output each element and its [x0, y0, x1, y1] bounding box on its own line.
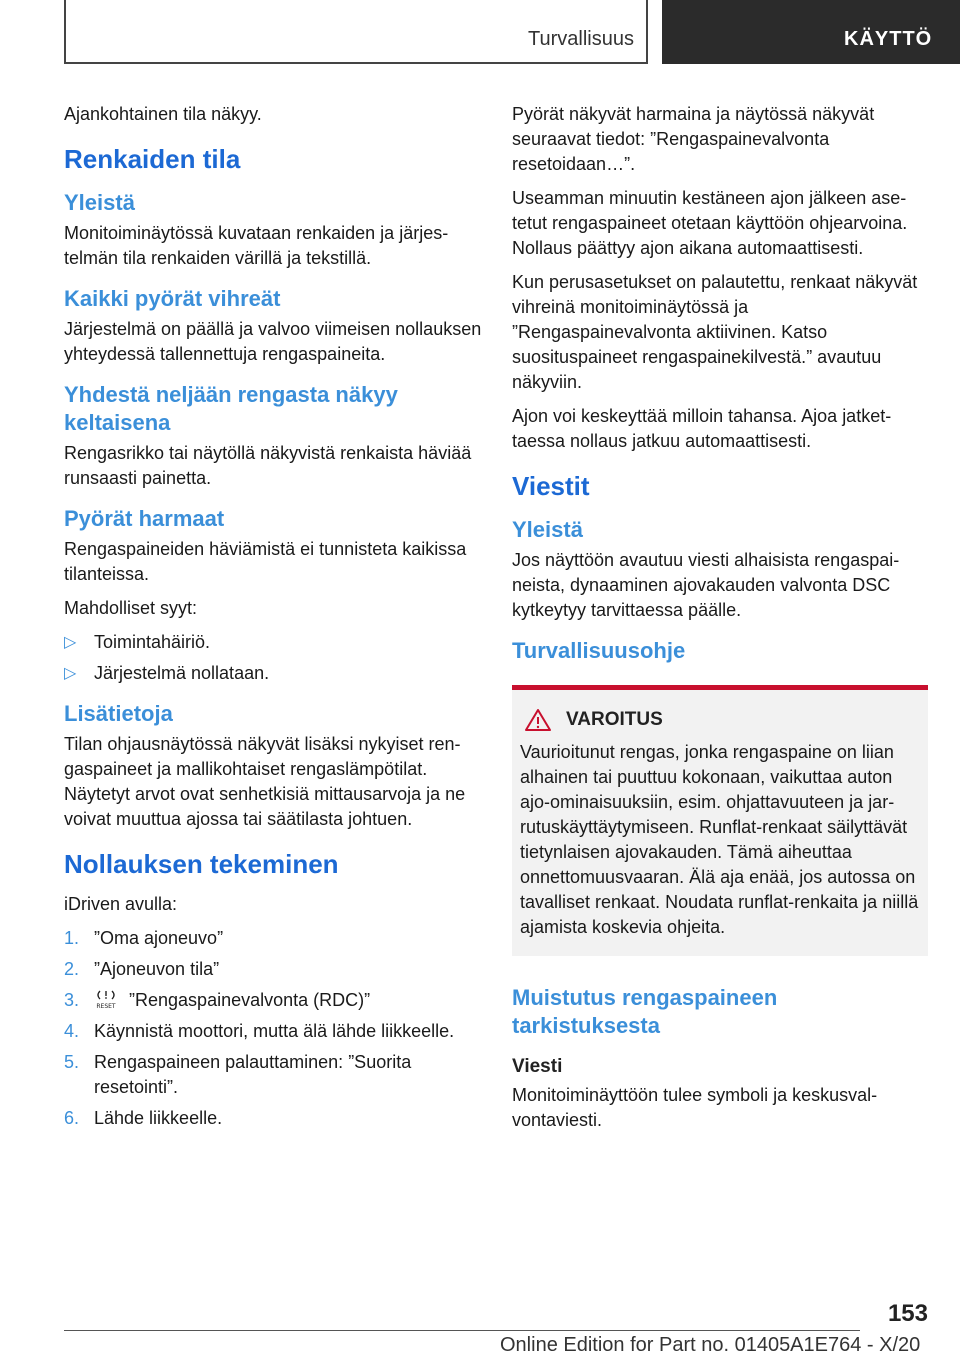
list-item: 2. ”Ajoneuvon tila”	[64, 959, 220, 979]
text-idrive: iDriven avulla:	[64, 894, 178, 914]
heading-lisatietoja: Lisätietoja	[64, 701, 173, 726]
header-section-title: Turvallisuus	[528, 28, 634, 50]
text-pyorat-harmaat: Rengaspaineiden häviämistä ei tunnisteta kaikissa tilanteissa.	[64, 539, 467, 584]
svg-text:RESET: RESET	[96, 1003, 116, 1009]
heading-yleista: Yleistä	[64, 190, 135, 215]
footer-divider	[64, 1330, 860, 1331]
triangle-bullet-icon: ▷	[64, 634, 77, 651]
text-yleista: Monitoiminäytössä kuvataan renkaiden ja järjestelmän tila renkaiden värillä ja tekstillä.	[64, 223, 449, 268]
heading-nollaus: Nollauksen tekeminen	[64, 849, 339, 879]
text-perusasetukset: Kun perusasetukset on palautettu, renkaat näkyvät vihreinä monitoiminäytössä ja ”Rengaspainevalvonta aktiivinen. Katso suosituspaineet rengaspainekilvestä.” avautuu näkyviin.	[512, 272, 918, 392]
list-item: 3. RESET ”Rengaspainevalvonta (RDC)”	[64, 990, 371, 1010]
heading-renkaiden-tila: Renkaiden tila	[64, 144, 241, 174]
list-item: ▷ Järjestelmä nollataan.	[64, 661, 482, 686]
footer-edition: Online Edition for Part no. 01405A1E764 - X/20	[500, 1334, 921, 1356]
header-chapter-title: KÄYTTÖ	[844, 28, 933, 50]
steps-list	[64, 926, 482, 1131]
text-yhdesta-neljaan: Rengasrikko tai näytöllä näkyvistä renkaista häviää runsaasti painetta.	[64, 443, 472, 488]
heading-kaikki-vihreat: Kaikki pyörät vihreät	[64, 286, 281, 311]
tire-reset-icon	[94, 989, 118, 1009]
list-item: ▷ Toimintahäiriö.	[64, 630, 482, 655]
list-item: 4. Käynnistä moottori, mutta älä lähde liikkeelle.	[64, 1021, 455, 1041]
right-column	[512, 102, 928, 1142]
triangle-bullet-icon: ▷	[64, 665, 77, 682]
list-item: 6. Lähde liikkeelle.	[64, 1108, 223, 1128]
heading-yhdesta-neljaan: Yhdestä neljään rengasta näkyy keltaisena	[64, 382, 398, 435]
heading-yleista-2: Yleistä	[512, 517, 583, 542]
intro-text: Ajankohtainen tila näkyy.	[64, 104, 262, 124]
page-number: 153	[887, 1300, 928, 1327]
heading-viesti: Viesti	[512, 1056, 563, 1077]
list-item: 1. ”Oma ajoneuvo”	[64, 928, 224, 948]
list-item: 5. Rengaspaineen palauttaminen: ”Suorita resetointi”.	[64, 1052, 412, 1097]
causes-list	[64, 630, 482, 686]
text-viesti: Monitoiminäyttöön tulee symboli ja keskusvalvontaviesti.	[512, 1085, 878, 1130]
heading-pyorat-harmaat: Pyörät harmaat	[64, 506, 225, 531]
warning-box	[512, 685, 928, 956]
text-useamman-minuutin: Useamman minuutin kestäneen ajon jälkeen asetetut rengaspaineet otetaan käyttöön ohjearvoina. Nollaus päättyy ajon aikana automaattisesti.	[512, 188, 908, 258]
left-column	[64, 102, 482, 1141]
text-lisatietoja: Tilan ohjausnäytössä näkyvät lisäksi nykyiset rengaspaineet ja mallikohtaiset rengaslämpötilat. Näytetyt arvot ovat senhetkisiä mittausarvoja ja ne voivat muuttua ajossa tai säätilasta johtuen.	[64, 734, 466, 829]
warning-text: Vaurioitunut rengas, jonka rengaspaine on liian alhainen tai puuttuu kokonaan, vaikuttaa auton ajo-ominaisuuksiin, esim. ohjattavuuteen ja jarrutuskäyttäytymiseen. Runflat-renkaat säilyttävät tietynlaisen ajovakauden. Tämä aiheuttaa onnettomuusvaaran. Älä aja enää, jos autossa on tavalliset renkaat. Noudata runflat-renkaita ja niillä ajamista koskevia ohjeita.	[520, 742, 919, 937]
heading-muistutus: Muistutus rengaspaineen tarkistuksesta	[512, 985, 778, 1038]
text-kaikki-vihreat: Järjestelmä on päällä ja valvoo viimeisen nollauksen yhteydessä tallennettuja rengaspaineita.	[64, 319, 482, 364]
text-mahdolliset-syyt: Mahdolliset syyt:	[64, 598, 198, 618]
text-harmaina: Pyörät näkyvät harmaina ja näytössä näkyvät seuraavat tiedot: ”Rengaspainevalvonta resetoidaan…”.	[512, 104, 875, 174]
warning-title-row	[520, 708, 920, 732]
header-chapter-tab	[662, 0, 960, 64]
warning-title: VAROITUS	[566, 709, 663, 730]
heading-viestit: Viestit	[512, 471, 590, 501]
text-keskeyttaa: Ajon voi keskeyttää milloin tahansa. Ajoa jatkettaessa nollaus jatkuu automaattisesti.	[512, 406, 892, 451]
warning-triangle-icon	[524, 708, 552, 732]
heading-turvallisuusohje: Turvallisuusohje	[512, 638, 686, 663]
text-yleista-2: Jos näyttöön avautuu viesti alhaisista rengaspaineista, dynaaminen ajovakauden valvonta DSC kytkeytyy tarvittaessa päälle.	[512, 550, 900, 620]
header-section-box	[64, 0, 648, 64]
